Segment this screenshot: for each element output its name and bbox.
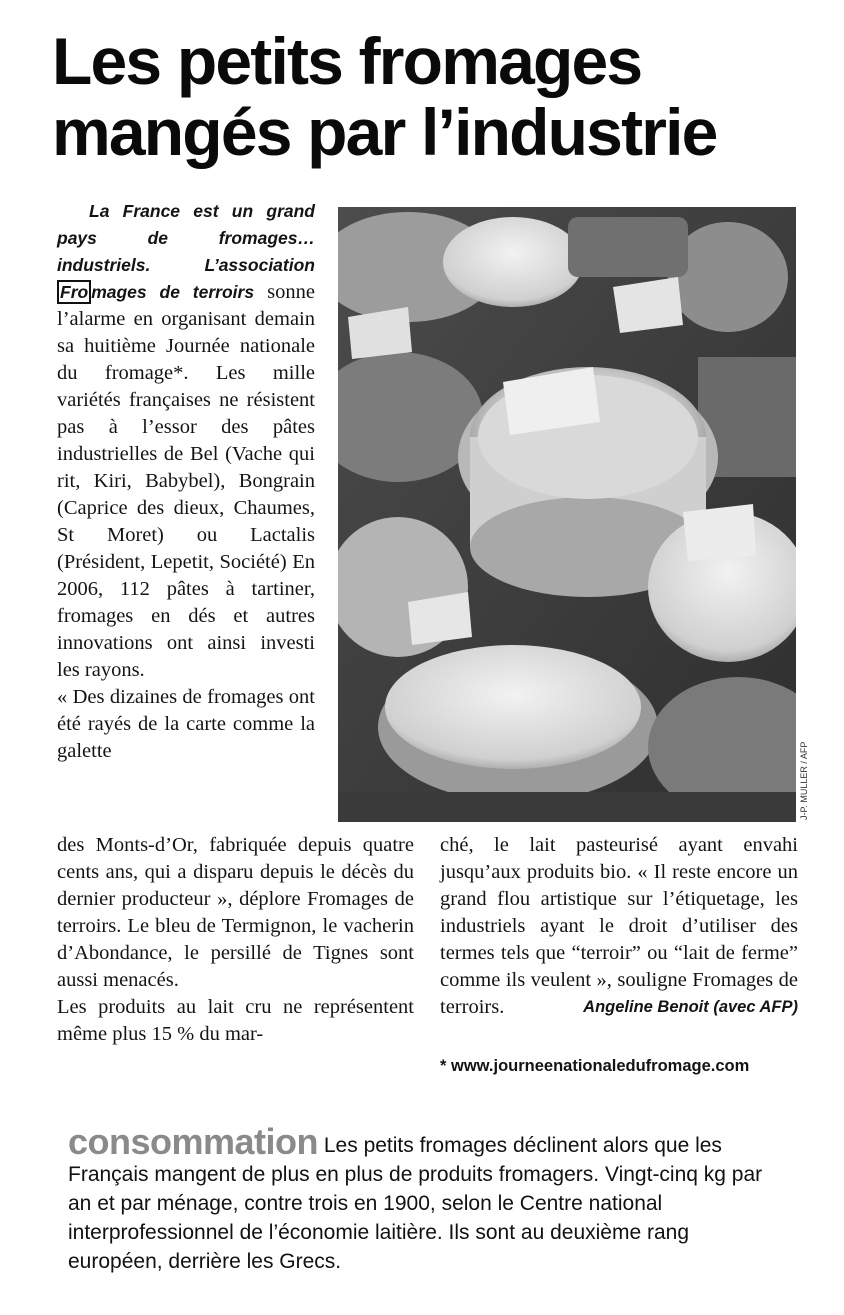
article-paragraph-4 xyxy=(440,832,798,1021)
article-paragraph-1 xyxy=(57,198,315,684)
article-body-text: sonne l’alarme en organisant demain sa huitième Journée nationale du fromage*. Les mille variétés françaises ne résistent pas à l’essor des pâtes industrielles de Bel (Vache qui rit, Kiri, Babybel), Bongrain (Caprice des dieux, Chaumes, St Moret) ou Lactalis (Président, Lepetit, Société) En 2006, 112 pâtes à tartiner, fromages en dés et autres innovations ont ainsi investi les rayons. xyxy=(57,281,316,681)
lead-text-start: La France est un grand pays de fromages… industriels. L’association xyxy=(57,201,315,275)
lead-boxed-text: Fro xyxy=(57,280,91,304)
headline xyxy=(52,26,812,168)
article-column-2 xyxy=(440,832,798,1021)
headline-line-2: mangés par l’industrie xyxy=(52,95,717,169)
lead-text-end: mages de terroirs xyxy=(91,282,255,302)
article-paragraph-2: des Monts-d’Or, fabriquée depuis quatre cents ans, qui a disparu depuis le décès du dernier producteur », déplore Fromages de terroirs. Le bleu de Termignon, le vacherin d’Abondance, le persillé de Tignes sont aussi menacés. xyxy=(57,834,414,991)
sidebar-text: Les petits fromages déclinent alors que les Français mangent de plus en plus de produits fromagers. Vingt-cinq kg par an et par ménage, contre trois en 1900, selon le Centre national interprofessionnel de l’économie laitière. Ils sont au deuxième rang européen, derrière les Grecs. xyxy=(68,1134,763,1273)
column-2-text: ché, le lait pasteurisé ayant envahi jusqu’aux produits bio. « Il reste encore un grand flou artistique sur l’étiquetage, les industriels ayant le droit d’utiliser des termes tels que “terroir” ou “lait de ferme” comme ils veulent », souligne Fromages de terroirs. xyxy=(440,834,798,1018)
article-signature: Angeline Benoit (avec AFP) xyxy=(583,998,798,1016)
cheese-photo xyxy=(338,207,796,822)
website-footnote: * www.journeenationaledufromage.com xyxy=(440,1057,750,1075)
sidebar-kicker: consommation xyxy=(68,1121,319,1162)
article-column-1 xyxy=(57,198,315,765)
photo-credit: J-P. MULLER / AFP xyxy=(799,741,809,820)
article-quote: « Des dizaines de fromages ont été rayés de la carte comme la galette xyxy=(57,686,315,762)
article-column-1-continued xyxy=(57,832,414,1048)
sidebar-box xyxy=(68,1121,788,1276)
cheese-photo-illustration xyxy=(338,207,796,822)
article-paragraph-3: Les produits au lait cru ne représentent même plus 15 % du mar- xyxy=(57,996,414,1045)
headline-line-1: Les petits fromages xyxy=(52,24,642,98)
